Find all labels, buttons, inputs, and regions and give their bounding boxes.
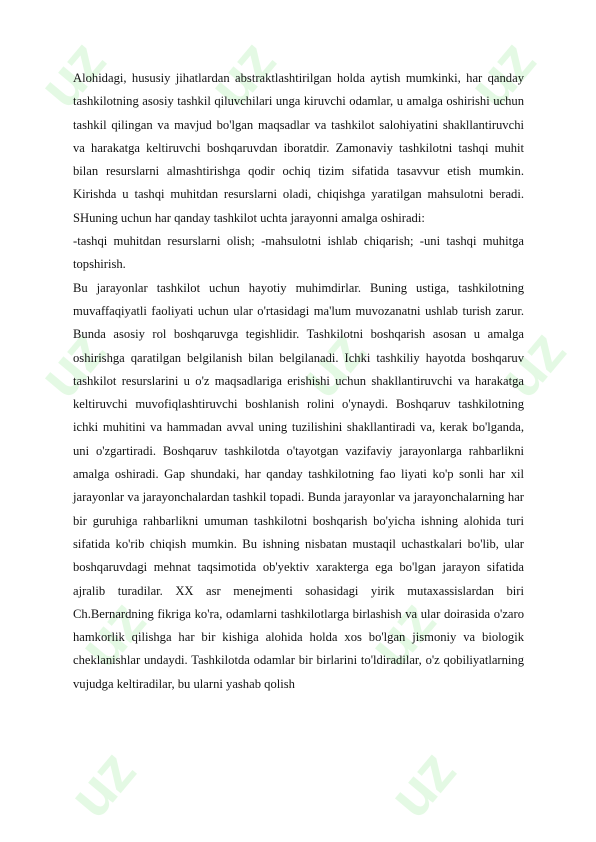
watermark-mark: uz: [25, 318, 118, 411]
watermark-mark: uz: [195, 28, 288, 121]
watermark-mark: uz: [455, 28, 548, 121]
watermark-mark: uz: [375, 738, 468, 831]
watermark-mark: uz: [65, 588, 158, 681]
paragraph-1: Alohidagi, hususiy jihatlardan abstraktlashtirilgan holda aytish mumkinki, har qanday tashkilotning asosiy tashkil qiluvchilari unga kiruvchi odamlar, u amalga oshirishi uchun tashkil qilingan va mavjud bo'lgan maqsadlar va tashkilot salohiyatini shakllantiruvchi va harakatga keltiruvchi boshqaruvdan iboratdir. Zamonaviy tashkilotni tashqi muhit bilan resurslarni almashtirishga qodir ochiq tizim sifatida tasavvur etish mumkin. Kirishda u tashqi muhitdan resurslarni oladi, chiqishga yaratilgan mahsulotni beradi. SHuning uchun har qanday tashkilot uchta jarayonni amalga oshiradi:: [73, 71, 524, 225]
watermark-mark: uz: [485, 318, 578, 411]
watermark-mark: uz: [355, 588, 448, 681]
watermark-mark: uz: [55, 738, 148, 831]
paragraph-3: Bu jarayonlar tashkilot uchun hayotiy muhimdirlar. Buning ustiga, tashkilotning muvaffaqiyatli faoliyati uchun ular o'rtasidagi ma'lum muvozanatni ushlab turish zarur. Bunda asosiy rol boshqaruvga tegishlidir. Tashkilotni boshqarish asosan u amalga oshirishga qaratilgan belgilanish bilan belgilanadi. Ichki tashkiliy hayotda boshqaruv tashkilot resurslarini u o'z maqsadlariga erishishi uchun shakllantiruvchi va harakatga keltiruvchi muvofiqlashtiruvchi boshlanish rolini o'ynaydi. Boshqaruv tashkilotning ichki muhitini va hammadan avval uning tuzilishini shakllantiradi va, kerak bo'lganda, uni o'zgartiradi. Boshqaruv tashkilotda o'tayotgan vazifaviy jarayonlarga rahbarlikni amalga oshiradi. Gap shundaki, har qanday tashkilotning fao liyati ko'p sonli har xil jarayonlar va jarayonchalardan tashkil topadi. Bunda jarayonlar va jarayonchalarning har bir guruhiga rahbarlikni umuman tashkilotni boshqarish bo'yicha ishning alohida turi sifatida ko'rib chiqish mumkin. Bu ishning nisbatan mustaqil uchastkalari bo'lib, ular boshqaruvdagi mehnat taqsimotida ob'yektiv xarakterga ega bo'lgan jarayon sifatida ajralib turadilar. XX asr menejmenti sohasidagi yirik mutaxassislardan biri Ch.Bernardning fikriga ko'ra, odamlarni tashkilotlarga birlashish va ular doirasida o'zaro hamkorlik qilishga har bir kishiga alohida holda xos bo'lgan jismoniy va biologik cheklanishlar undaydi. Tashkilotda odamlar bir birlarini to'ldiradilar, o'z qobiliyatlarning vujudga keltiradilar, bu ularni yashab qolish: [73, 280, 524, 691]
watermark-mark: uz: [25, 28, 118, 121]
watermark-mark: uz: [285, 318, 378, 411]
document-body: [73, 67, 524, 696]
paragraph-2: -tashqi muhitdan resurslarni olish; -mahsulotni ishlab chiqarish; -uni tashqi muhitga topshirish.: [73, 234, 524, 272]
